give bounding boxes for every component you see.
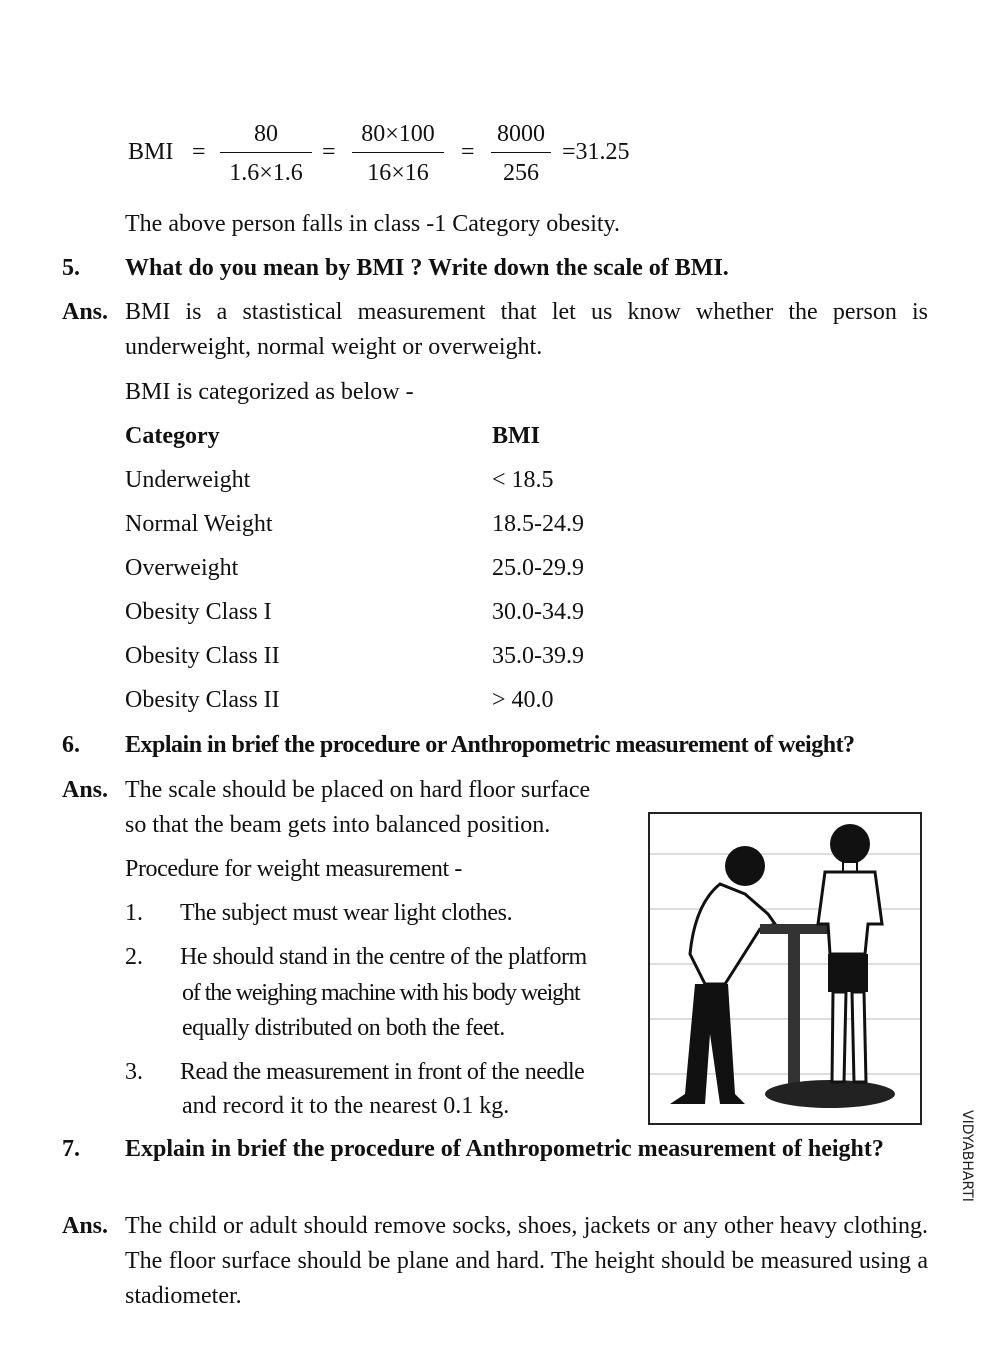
fraction-numerator: 80×100 <box>352 122 444 153</box>
step-text: and record it to the nearest 0.1 kg. <box>182 1093 510 1119</box>
question-number: 7. <box>62 1136 80 1162</box>
table-cell: > 40.0 <box>492 687 554 713</box>
formula-eq: = <box>461 139 475 165</box>
step-text: equally distributed on both the feet. <box>182 1015 505 1041</box>
answer-line: The scale should be placed on hard floor surface <box>125 777 591 803</box>
question-number: 5. <box>62 255 80 281</box>
fraction-denominator: 1.6×1.6 <box>229 160 303 186</box>
step-number: 3. <box>125 1059 143 1085</box>
answer-5: BMI is a stastistical measurement that let us know whether the person is underweight, normal weight or overweight. <box>125 299 928 360</box>
table-cell: Normal Weight <box>125 511 273 537</box>
fraction-1 <box>220 122 312 185</box>
step-number: 1. <box>125 900 143 926</box>
weighing-scene-image <box>650 814 920 1123</box>
ans-label: Ans. <box>62 1213 109 1239</box>
table-cell: Obesity Class I <box>125 599 272 625</box>
answer-line: so that the beam gets into balanced position. <box>125 812 551 838</box>
question-6: Explain in brief the procedure or Anthropometric measurement of weight? <box>125 732 855 758</box>
ans-label: Ans. <box>62 777 109 803</box>
publisher-watermark: VIDYABHARTI <box>959 1110 975 1202</box>
step-text: He should stand in the centre of the platform <box>180 944 587 970</box>
table-cell: < 18.5 <box>492 467 554 493</box>
step-text: Read the measurement in front of the needle <box>180 1059 585 1085</box>
step-text: of the weighing machine with his body weight <box>182 980 580 1006</box>
table-cell: Overweight <box>125 555 239 581</box>
ans-label: Ans. <box>62 299 109 325</box>
fraction-numerator: 80 <box>220 122 312 153</box>
table-cell: Obesity Class II <box>125 643 280 669</box>
table-cell: Underweight <box>125 467 251 493</box>
question-5: What do you mean by BMI ? Write down the scale of BMI. <box>125 255 729 281</box>
table-cell: 35.0-39.9 <box>492 643 584 669</box>
table-cell: Obesity Class II <box>125 687 280 713</box>
formula-eq: = <box>322 139 336 165</box>
conclusion-text: The above person falls in class -1 Category obesity. <box>125 211 620 237</box>
answer-7: The child or adult should remove socks, shoes, jackets or any other heavy clothing. The floor surface should be plane and hard. The height should be measured using a stadiometer. <box>125 1213 928 1309</box>
table-cell: 30.0-34.9 <box>492 599 584 625</box>
formula-lhs: BMI <box>128 139 174 165</box>
weight-measurement-illustration <box>648 812 922 1125</box>
question-number: 6. <box>62 732 80 758</box>
formula-eq: = <box>192 139 206 165</box>
bmi-intro: BMI is categorized as below - <box>125 379 414 405</box>
question-7: Explain in brief the procedure of Anthropometric measurement of height? <box>125 1136 884 1162</box>
table-header: Category <box>125 423 220 449</box>
fraction-numerator: 8000 <box>491 122 551 153</box>
fraction-denominator: 256 <box>503 160 539 186</box>
step-number: 2. <box>125 944 143 970</box>
step-text: The subject must wear light clothes. <box>180 900 513 926</box>
fraction-3 <box>491 122 551 185</box>
table-cell: 18.5-24.9 <box>492 511 584 537</box>
fraction-denominator: 16×16 <box>367 160 429 186</box>
formula-result: =31.25 <box>562 139 630 165</box>
procedure-title: Procedure for weight measurement - <box>125 856 462 882</box>
table-cell: 25.0-29.9 <box>492 555 584 581</box>
table-header: BMI <box>492 423 540 449</box>
fraction-2 <box>352 122 444 185</box>
